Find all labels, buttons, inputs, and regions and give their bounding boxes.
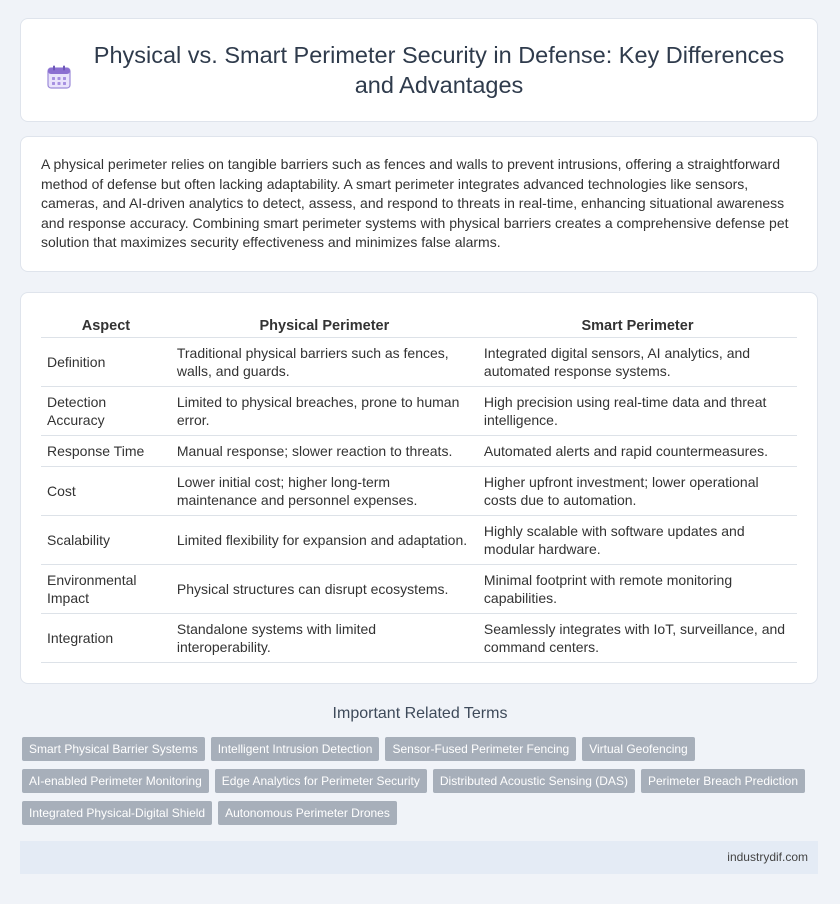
column-header-smart: Smart Perimeter	[478, 311, 797, 338]
aspect-cell: Environmental Impact	[41, 565, 171, 614]
aspect-cell: Integration	[41, 614, 171, 663]
table-row	[41, 387, 797, 436]
comparison-table-card	[20, 292, 818, 684]
related-term-tag[interactable]: Virtual Geofencing	[582, 737, 695, 761]
smart-cell: Seamlessly integrates with IoT, surveillance, and command centers.	[478, 614, 797, 663]
column-header-physical: Physical Perimeter	[171, 311, 478, 338]
intro-card	[20, 136, 818, 272]
physical-cell: Limited flexibility for expansion and adaptation.	[171, 516, 478, 565]
table-row	[41, 436, 797, 467]
smart-cell: High precision using real-time data and threat intelligence.	[478, 387, 797, 436]
table-row	[41, 338, 797, 387]
footer-site-link[interactable]: industrydif.com	[727, 850, 808, 864]
comparison-table	[41, 311, 797, 663]
physical-cell: Manual response; slower reaction to threats.	[171, 436, 478, 467]
header-card	[20, 18, 818, 122]
related-term-tag[interactable]: Autonomous Perimeter Drones	[218, 801, 397, 825]
related-term-tag[interactable]: AI-enabled Perimeter Monitoring	[22, 769, 209, 793]
related-term-tag[interactable]: Sensor-Fused Perimeter Fencing	[385, 737, 576, 761]
related-terms-heading: Important Related Terms	[332, 705, 508, 722]
smart-cell: Automated alerts and rapid countermeasures.	[478, 436, 797, 467]
related-term-tag[interactable]: Perimeter Breach Prediction	[641, 769, 805, 793]
footer	[20, 841, 818, 874]
related-term-tag[interactable]: Smart Physical Barrier Systems	[22, 737, 205, 761]
page-title: Physical vs. Smart Perimeter Security in Defense: Key Differences and Advantages	[93, 42, 785, 98]
smart-cell: Higher upfront investment; lower operational costs due to automation.	[478, 467, 797, 516]
table-row	[41, 516, 797, 565]
smart-cell: Highly scalable with software updates and modular hardware.	[478, 516, 797, 565]
physical-cell: Standalone systems with limited interoperability.	[171, 614, 478, 663]
smart-cell: Minimal footprint with remote monitoring capabilities.	[478, 565, 797, 614]
table-row	[41, 614, 797, 663]
physical-cell: Physical structures can disrupt ecosystems.	[171, 565, 478, 614]
related-terms-list	[22, 737, 822, 825]
related-term-tag[interactable]: Distributed Acoustic Sensing (DAS)	[433, 769, 635, 793]
table-row	[41, 467, 797, 516]
physical-cell: Limited to physical breaches, prone to human error.	[171, 387, 478, 436]
physical-cell: Traditional physical barriers such as fences, walls, and guards.	[171, 338, 478, 387]
aspect-cell: Scalability	[41, 516, 171, 565]
column-header-aspect: Aspect	[41, 311, 171, 338]
calendar-icon	[46, 40, 72, 95]
table-header-row	[41, 311, 797, 338]
related-term-tag[interactable]: Intelligent Intrusion Detection	[211, 737, 380, 761]
aspect-cell: Cost	[41, 467, 171, 516]
related-term-tag[interactable]: Integrated Physical-Digital Shield	[22, 801, 212, 825]
physical-cell: Lower initial cost; higher long-term maintenance and personnel expenses.	[171, 467, 478, 516]
smart-cell: Integrated digital sensors, AI analytics, and automated response systems.	[478, 338, 797, 387]
table-row	[41, 565, 797, 614]
intro-paragraph: A physical perimeter relies on tangible barriers such as fences and walls to prevent intrusions, offering a straightforward method of defense but often lacking adaptability. A smart perimeter integrates advanced technologies like sensors, cameras, and AI-driven analytics to detect, assess, and respond to threats in real-time, enhancing situational awareness and response accuracy. Combining smart perimeter systems with physical barriers creates a comprehensive defense pet solution that maximizes security effectiveness and minimizes false alarms.	[41, 156, 789, 251]
aspect-cell: Response Time	[41, 436, 171, 467]
aspect-cell: Definition	[41, 338, 171, 387]
related-term-tag[interactable]: Edge Analytics for Perimeter Security	[215, 769, 427, 793]
aspect-cell: Detection Accuracy	[41, 387, 171, 436]
